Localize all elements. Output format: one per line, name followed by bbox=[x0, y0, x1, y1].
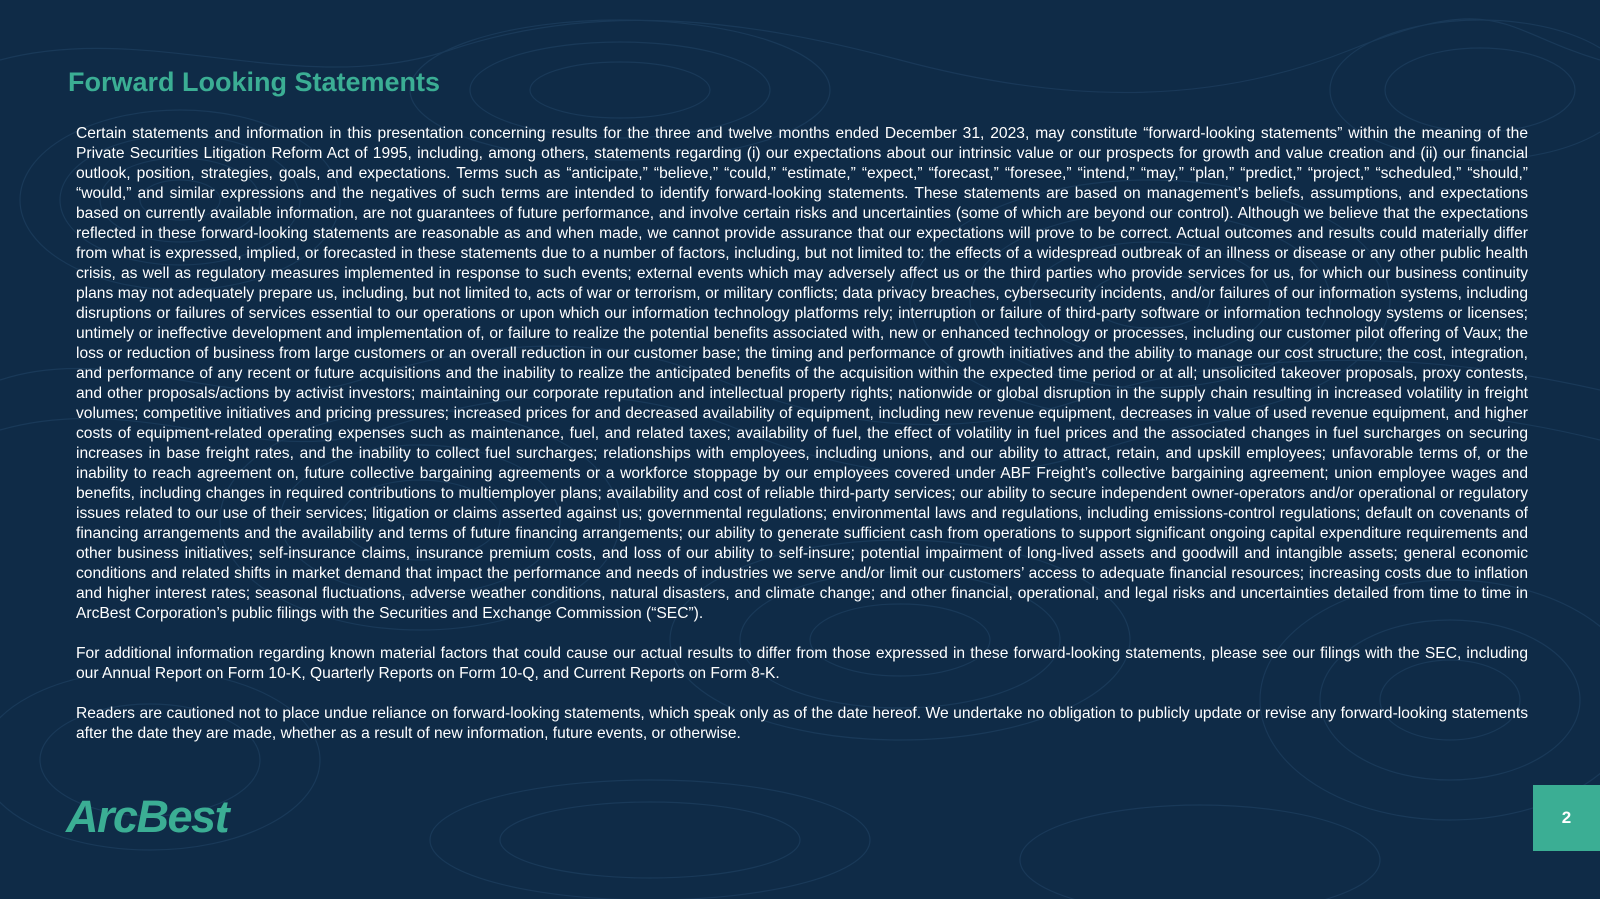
paragraph-disclaimer: Certain statements and information in this presentation concerning results for the three and twelve months ended December 31, 2023, may constitute “forward-looking statements” within the meaning of the Private Securities Litigation Reform Act of 1995, including, among others, statements regarding (i) our expectations about our intrinsic value or our prospects for growth and value creation and (ii) our financial outlook, position, strategies, goals, and expectations. Terms such as “anticipate,” “believe,” “could,” “estimate,” “expect,” “forecast,” “foresee,” “intend,” “may,” “plan,” “predict,” “project,” “scheduled,” “should,” “would,” and similar expressions and the negatives of such terms are intended to identify forward-looking statements. These statements are based on management’s beliefs, assumptions, and expectations based on currently available information, are not guarantees of future performance, and involve certain risks and uncertainties (some of which are beyond our control). Although we believe that the expectations reflected in these forward-looking statements are reasonable as and when made, we cannot provide assurance that our expectations will prove to be correct. Actual outcomes and results could materially differ from what is expressed, implied, or forecasted in these statements due to a number of factors, including, but not limited to: the effects of a widespread outbreak of an illness or disease or any other public health crisis, as well as regulatory measures implemented in response to such events; external events which may adversely affect us or the third parties who provide services for us, for which our business continuity plans may not adequately prepare us, including, but not limited to, acts of war or terrorism, or military conflicts; data privacy breaches, cybersecurity incidents, and/or failures of our information systems, including disruptions or failures of services essential to our operations or upon which our information technology platforms rely; interruption or failure of third-party software or information technology systems or licenses; untimely or ineffective development and implementation of, or failure to realize the potential benefits associated with, new or enhanced technology or processes, including our customer pilot offering of Vaux; the loss or reduction of business from large customers or an overall reduction in our customer base; the timing and performance of growth initiatives and the ability to manage our cost structure; the cost, integration, and performance of any recent or future acquisitions and the inability to realize the anticipated benefits of the acquisition within the expected time period or at all; unsolicited takeover proposals, proxy contests, and other proposals/actions by activist investors; maintaining our corporate reputation and intellectual property rights; nationwide or global disruption in the supply chain resulting in increased volatility in freight volumes; competitive initiatives and pricing pressures; increased prices for and decreased availability of equipment, including new revenue equipment, decreases in value of used revenue equipment, and higher costs of equipment-related operating expenses such as maintenance, fuel, and related taxes; availability of fuel, the effect of volatility in fuel prices and the associated changes in fuel surcharges on securing increases in base freight rates, and the inability to collect fuel surcharges; relationships with employees, including unions, and our ability to attract, retain, and upskill employees; unfavorable terms of, or the inability to reach agreement on, future collective bargaining agreements or a workforce stoppage by our employees covered under ABF Freight’s collective bargaining agreement; union employee wages and benefits, including changes in required contributions to multiemployer plans; availability and cost of reliable third-party services; our ability to secure independent owner-operators and/or operational or regulatory issues related to our use of their services; litigation or claims asserted against us; governmental regulations; environmental laws and regulations, including emissions-control regulations; default on covenants of financing arrangements and the availability and terms of future financing arrangements; our ability to generate sufficient cash from operations to support significant ongoing capital expenditure requirements and other business initiatives; self-insurance claims, insurance premium costs, and loss of our ability to self-insure; potential impairment of long-lived assets and goodwill and intangible assets; general economic conditions and related shifts in market demand that impact the performance and needs of industries we serve and/or limit our customers’ access to adequate financial resources; increasing costs due to inflation and higher interest rates; seasonal fluctuations, adverse weather conditions, natural disasters, and climate change; and other financial, operational, and legal risks and uncertainties detailed from time to time in ArcBest Corporation’s public filings with the Securities and Exchange Commission (“SEC”). bbox=[76, 125, 1528, 622]
body-text bbox=[76, 124, 1528, 764]
paragraph-additional-information: For additional information regarding known material factors that could cause our actual results to differ from those expressed in these forward-looking statements, please see our filings with the SEC, including our Annual Report on Form 10-K, Quarterly Reports on Form 10-Q, and Current Reports on Form 8-K. bbox=[76, 645, 1528, 682]
page-number-badge bbox=[1533, 785, 1600, 851]
page-title: Forward Looking Statements bbox=[68, 67, 441, 97]
arcbest-logo: ArcBest bbox=[66, 791, 229, 842]
page-number: 2 bbox=[1561, 808, 1572, 827]
paragraph-caution: Readers are cautioned not to place undue reliance on forward-looking statements, which speak only as of the date hereof. We undertake no obligation to publicly update or revise any forward-looking statements after the date they are made, whether as a result of new information, future events, or otherwise. bbox=[76, 705, 1528, 742]
